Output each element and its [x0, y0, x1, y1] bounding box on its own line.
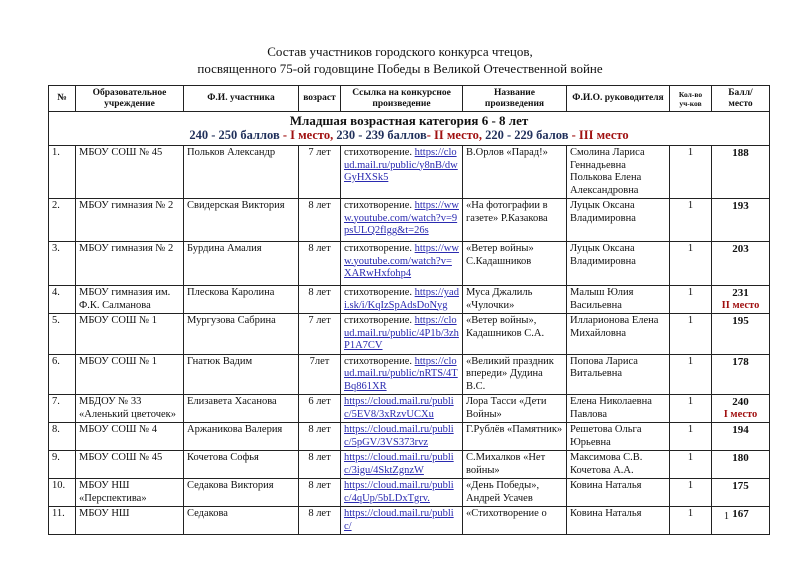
participant-count: 1 [670, 423, 712, 451]
leader: Смолина Лариса Геннадьевна Полькова Елена Александровна [567, 146, 670, 199]
place-2: - II место, [426, 128, 483, 142]
participant-count: 1 [670, 354, 712, 395]
column-header: Ф.И.О. руководителя [567, 86, 670, 112]
participant-name: Аржаникова Валерия [184, 423, 299, 451]
link-cell [341, 354, 463, 395]
participant-count: 1 [670, 146, 712, 199]
work-title: Г.Рублёв «Памятник» [463, 423, 567, 451]
work-link[interactable]: https://cloud.mail.ru/public/5EV8/3xRzvUCXu [344, 396, 454, 420]
age: 7 лет [299, 146, 341, 199]
link-cell [341, 395, 463, 423]
column-header: Балл/ место [712, 86, 770, 112]
work-link[interactable]: https://cloud.mail.ru/public/nRTS/4TBq861XR [344, 355, 458, 392]
school: МБОУ СОШ № 45 [76, 451, 184, 479]
row-number: 6. [49, 354, 76, 395]
work-link[interactable]: https://cloud.mail.ru/public/4P1b/3zhP1A7CV [344, 315, 459, 351]
school: МБОУ СОШ № 1 [76, 354, 184, 395]
school: МБДОУ № 33 «Аленький цветочек» [76, 395, 184, 423]
score-cell [712, 199, 770, 242]
column-header: Кол-во уч-ков [670, 86, 712, 112]
column-header: Ф.И. участника [184, 86, 299, 112]
row-number: 7. [49, 395, 76, 423]
table-row [49, 395, 770, 423]
score: 194 [732, 424, 749, 436]
work-title: «Стихотворение о [463, 507, 567, 535]
school: МБОУ СОШ № 45 [76, 146, 184, 199]
participant-count: 1 [670, 451, 712, 479]
score: 240 [732, 396, 749, 408]
score-cell [712, 451, 770, 479]
age: 8 лет [299, 423, 341, 451]
score-cell [712, 146, 770, 199]
table-row [49, 507, 770, 535]
school: МБОУ СОШ № 4 [76, 423, 184, 451]
score: 167 [732, 508, 749, 520]
title-line-2: посвященного 75-ой годовщине Победы в Великой Отечественной войне [197, 61, 603, 76]
table-row [49, 314, 770, 355]
participant-name: Кочетова Софья [184, 451, 299, 479]
row-number: 11. [49, 507, 76, 535]
category-heading: Младшая возрастная категория 6 - 8 лет [289, 113, 529, 128]
place-badge: I место [723, 408, 758, 420]
age: 7лет [299, 354, 341, 395]
place-badge: II место [721, 299, 760, 311]
place-1: - I место, [279, 128, 334, 142]
work-link[interactable]: https://cloud.mail.ru/public/4qUp/5bLDxTgrv. [344, 480, 454, 504]
row-number: 8. [49, 423, 76, 451]
link-cell [341, 423, 463, 451]
scoring-legend [49, 128, 769, 143]
score-cell [712, 354, 770, 395]
work-title: «День Победы», Андрей Усачев [463, 479, 567, 507]
school: МБОУ гимназия № 2 [76, 199, 184, 242]
work-link[interactable]: https://www.youtube.com/watch?v=9psULQ2flgg&t=26s [344, 200, 459, 236]
school: МБОУ НШ [76, 507, 184, 535]
table-row [49, 354, 770, 395]
participant-count: 1 [670, 242, 712, 286]
work-title: «Ветер войны», Кадашников С.А. [463, 314, 567, 355]
row-number: 1. [49, 146, 76, 199]
work-link[interactable]: https://yadi.sk/i/KqIzSpAdsDoNyg [344, 287, 459, 311]
score-cell [712, 242, 770, 286]
range-3: 220 - 229 балов [482, 128, 569, 142]
school: МБОУ гимназия № 2 [76, 242, 184, 286]
participant-count: 1 [670, 199, 712, 242]
table-row [49, 479, 770, 507]
score: 203 [732, 243, 749, 255]
work-link[interactable]: https://www.youtube.com/watch?v=XARwHxfohp4 [344, 243, 459, 279]
leader: Ковина Наталья [567, 507, 670, 535]
table-row [49, 451, 770, 479]
age: 8 лет [299, 199, 341, 242]
age: 8 лет [299, 479, 341, 507]
work-title: С.Михалков «Нет войны» [463, 451, 567, 479]
table-row [49, 242, 770, 286]
leader: Луцык Оксана Владимировна [567, 199, 670, 242]
link-cell [341, 314, 463, 355]
range-2: 230 - 239 баллов [333, 128, 427, 142]
score-cell [712, 314, 770, 355]
leader: Попова Лариса Витальевна [567, 354, 670, 395]
participant-name: Плескова Каролина [184, 286, 299, 314]
participant-count: 1 [670, 395, 712, 423]
work-title: Муса Джалиль «Чулочки» [463, 286, 567, 314]
participant-name: Седакова Виктория [184, 479, 299, 507]
row-number: 5. [49, 314, 76, 355]
place-3: - III место [568, 128, 629, 142]
leader: Илларионова Елена Михайловна [567, 314, 670, 355]
work-title: «Великий праздник впереди» Дудина В.С. [463, 354, 567, 395]
score: 175 [732, 480, 749, 492]
age: 8 лет [299, 507, 341, 535]
leader: Ковина Наталья [567, 479, 670, 507]
column-header: Ссылка на конкурсное произведение [341, 86, 463, 112]
score-cell [712, 423, 770, 451]
work-link[interactable]: https://cloud.mail.ru/public/y8nB/dwGyHXSk5 [344, 147, 458, 183]
age: 8 лет [299, 451, 341, 479]
score: 193 [732, 200, 749, 212]
row-number: 10. [49, 479, 76, 507]
category-row [49, 112, 770, 146]
row-number: 9. [49, 451, 76, 479]
leader: Малыш Юлия Васильевна [567, 286, 670, 314]
participants-table [48, 85, 770, 535]
link-cell [341, 146, 463, 199]
work-link[interactable]: https://cloud.mail.ru/public/ [344, 508, 454, 532]
score-cell [712, 507, 770, 535]
column-header: Название произведения [463, 86, 567, 112]
score: 188 [732, 147, 749, 159]
column-header: № [49, 86, 76, 112]
leader: Максимова С.В. Кочетова А.А. [567, 451, 670, 479]
score: 178 [732, 355, 749, 368]
table-row [49, 199, 770, 242]
participant-count: 1 [670, 479, 712, 507]
page-number: 1 [724, 511, 729, 522]
link-cell [341, 479, 463, 507]
age: 7 лет [299, 314, 341, 355]
work-type: стихотворение. [344, 147, 412, 158]
link-cell [341, 242, 463, 286]
row-number: 4. [49, 286, 76, 314]
participant-count: 1 [670, 507, 712, 535]
school: МБОУ СОШ № 1 [76, 314, 184, 355]
column-header: возраст [299, 86, 341, 112]
work-title: Лора Тасси «Дети Войны» [463, 395, 567, 423]
column-header: Образовательное учреждение [76, 86, 184, 112]
participant-name: Седакова [184, 507, 299, 535]
link-cell [341, 286, 463, 314]
participant-name: Свидерская Виктория [184, 199, 299, 242]
participant-name: Гнатюк Вадим [184, 354, 299, 395]
row-number: 3. [49, 242, 76, 286]
link-cell [341, 199, 463, 242]
score: 195 [732, 315, 749, 327]
score: 180 [732, 452, 749, 464]
age: 6 лет [299, 395, 341, 423]
work-type: стихотворение. [344, 355, 412, 367]
work-type: стихотворение. [344, 243, 412, 254]
age: 8 лет [299, 286, 341, 314]
participant-count: 1 [670, 314, 712, 355]
work-title: В.Орлов «Парад!» [463, 146, 567, 199]
title-line-1: Состав участников городского конкурса чтецов, [267, 44, 533, 59]
work-type: стихотворение. [344, 287, 412, 298]
work-type: стихотворение. [344, 315, 412, 326]
leader: Решетова Ольга Юрьевна [567, 423, 670, 451]
school: МБОУ НШ «Перспектива» [76, 479, 184, 507]
participant-name: Бурдина Амалия [184, 242, 299, 286]
table-header [49, 86, 770, 112]
age: 8 лет [299, 242, 341, 286]
table-row [49, 146, 770, 199]
participant-name: Польков Александр [184, 146, 299, 199]
work-title: «Ветер войны» С.Кадашников [463, 242, 567, 286]
work-link[interactable]: https://cloud.mail.ru/public/5pGV/3VS373rvz [344, 424, 454, 448]
link-cell [341, 507, 463, 535]
work-link[interactable]: https://cloud.mail.ru/public/3igu/4SktZgnzW [344, 452, 454, 476]
table-row [49, 286, 770, 314]
score-cell [712, 479, 770, 507]
table-row [49, 423, 770, 451]
score-cell [712, 395, 770, 423]
participant-name: Мургузова Сабрина [184, 314, 299, 355]
leader: Елена Николаевна Павлова [567, 395, 670, 423]
row-number: 2. [49, 199, 76, 242]
work-title: «На фотографии в газете» Р.Казакова [463, 199, 567, 242]
participant-name: Елизавета Хасанова [184, 395, 299, 423]
leader: Луцык Оксана Владимировна [567, 242, 670, 286]
document-title [0, 43, 800, 77]
school: МБОУ гимназия им. Ф.К. Салманова [76, 286, 184, 314]
score: 231 [732, 287, 749, 299]
participant-count: 1 [670, 286, 712, 314]
range-1: 240 - 250 баллов [189, 128, 280, 142]
work-type: стихотворение. [344, 200, 412, 211]
link-cell [341, 451, 463, 479]
score-cell [712, 286, 770, 314]
